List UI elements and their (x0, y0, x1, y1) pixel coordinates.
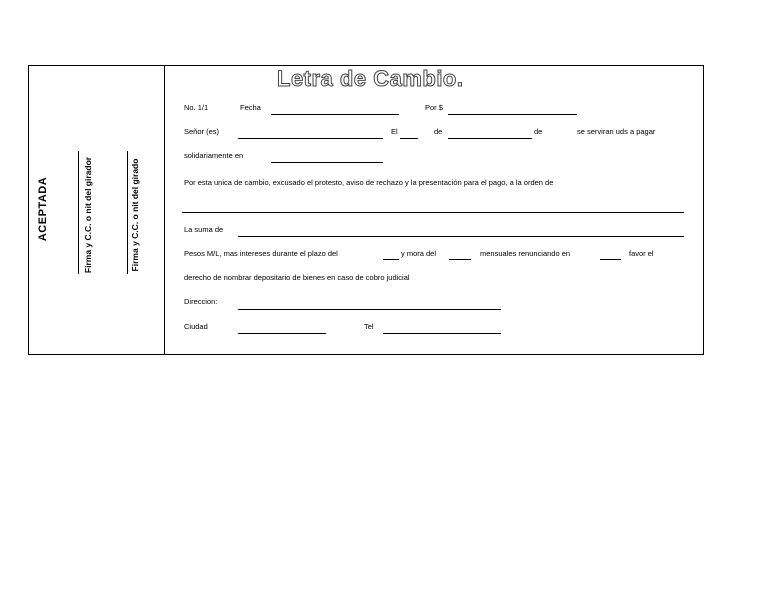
fecha-label: Fecha (240, 103, 261, 112)
fecha-field[interactable] (271, 114, 399, 115)
mensuales-text: mensuales renunciando en (480, 249, 571, 258)
suma-field[interactable] (238, 236, 684, 237)
pesos-text: Pesos M/L, mas intereses durante el plazo del (184, 249, 338, 258)
signature-line-girador[interactable] (78, 151, 79, 274)
number-label: No. 1/1 (184, 103, 209, 112)
ciudad-label: Ciudad (184, 322, 208, 331)
amount-field[interactable] (448, 114, 577, 115)
signature-line-girado[interactable] (127, 151, 128, 274)
el-label: El (391, 127, 398, 136)
senor-field[interactable] (238, 138, 383, 139)
suma-label: La suma de (184, 225, 224, 234)
renuncia-field[interactable] (600, 259, 621, 260)
month-field[interactable] (448, 138, 532, 139)
plazo-field[interactable] (383, 259, 399, 260)
order-of-field[interactable] (182, 212, 684, 213)
signature-label-girado: Firma y C.C. o nit del girado (130, 158, 140, 272)
mora-field[interactable] (449, 259, 471, 260)
favor-text: favor el (629, 249, 654, 258)
tel-field[interactable] (383, 333, 501, 334)
direccion-field[interactable] (238, 309, 501, 310)
solidariamente-label: solidariamente en (184, 151, 244, 160)
acceptance-stub (29, 66, 165, 354)
serviran-text: se serviran uds a pagar (577, 127, 656, 136)
solidariamente-field[interactable] (271, 162, 383, 163)
signature-label-girador: Firma y C.C. o nit del girador (83, 156, 93, 274)
de-label: de (434, 127, 443, 136)
ciudad-field[interactable] (238, 333, 326, 334)
amount-label: Por $ (425, 103, 443, 112)
unica-text: Por esta unica de cambio, excusado el protesto, aviso de rechazo y la presentación para el pago, a la orden de (184, 178, 554, 187)
direccion-label: Direccion: (184, 297, 218, 306)
de-label-2: de (534, 127, 543, 136)
senor-label: Señor (es) (184, 127, 220, 136)
derecho-text: derecho de nombrar depositario de bienes en caso de cobro judicial (184, 273, 410, 282)
tel-label: Tel (364, 322, 374, 331)
document-title: Letra de Cambio. (277, 66, 464, 91)
bill-of-exchange-form (28, 65, 704, 355)
aceptada-label: ACEPTADA (37, 176, 49, 242)
mora-text: y mora del (401, 249, 437, 258)
day-field[interactable] (400, 138, 418, 139)
